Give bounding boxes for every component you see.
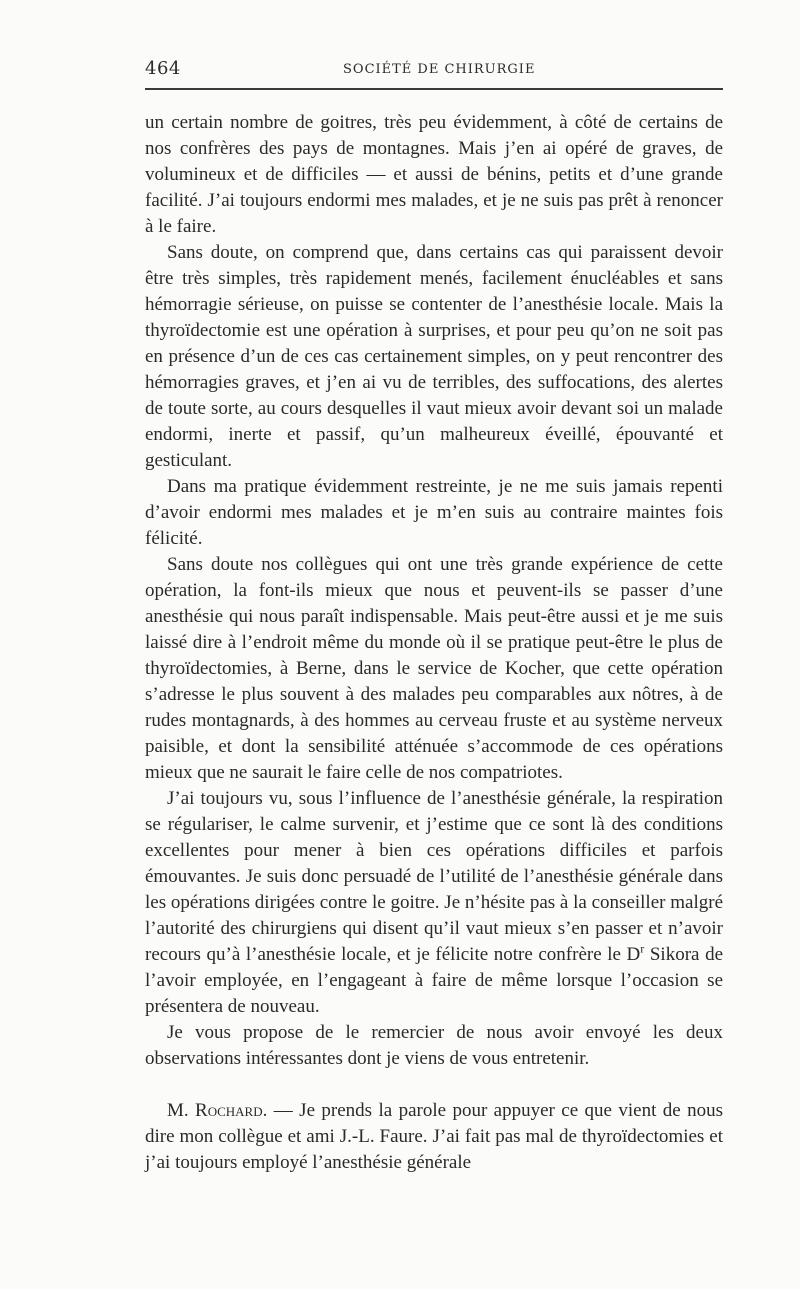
- rochard-paragraph: [145, 1098, 723, 1176]
- body-text: [145, 110, 723, 1176]
- page-number: 464: [145, 58, 181, 79]
- paragraph-1: un certain nombre de goitres, très peu évidemment, à côté de certains de nos confrères des pays de montagnes. Mais j’en ai opéré de graves, de volumineux et de difficiles — et aussi de bénins, petits et d’une grande facilité. J’ai toujours endormi mes malades, et je ne suis pas prêt à renoncer à le faire.: [145, 112, 723, 237]
- paragraph-2: Sans doute, on comprend que, dans certains cas qui paraissent devoir être très simples, très rapidement menés, facilement énucléables et sans hémorragie sérieuse, on puisse se contenter de l’anesthésie locale. Mais la thyroïdectomie est une opération à surprises, et pour peu qu’on ne soit pas en présence d’un de ces cas certainement simples, on y peut rencontrer des hémorragies graves, et j’en ai vu de terribles, des suffocations, des alertes de toute sorte, au cours desquelles il vaut mieux avoir devant soi un malade endormi, inerte et passif, qu’un malheureux éveillé, épouvanté et gesticulant.: [145, 242, 723, 471]
- paragraph-5: [145, 786, 723, 1020]
- paragraph-6: Je vous propose de le remercier de nous avoir envoyé les deux observations intéressantes dont je viens de vous entretenir.: [145, 1022, 723, 1069]
- paragraph-3: Dans ma pratique évidemment restreinte, je ne me suis jamais repenti d’avoir endormi mes malades et je m’en suis au contraire maintes fois félicité.: [145, 476, 723, 549]
- rochard-text: — Je prends la parole pour appuyer ce que vient de nous dire mon collègue et ami J.-L. Faure. J’ai fait pas mal de thyroïdectomies et j’ai toujours employé l’anesthésie générale: [145, 1100, 723, 1173]
- page-header: [145, 52, 723, 90]
- paragraph-5-text: J’ai toujours vu, sous l’influence de l’anesthésie générale, la respiration se régulariser, le calme survenir, et j’estime que ce sont là des conditions excellentes pour mener à bien ces opérations difficiles et parfois émouvantes. Je suis donc persuadé de l’utilité de l’anesthésie générale dans les opérations dirigées contre le goitre. Je n’hésite pas à la conseiller malgré l’autorité des chirurgiens qui disent qu’il vaut mieux s’en passer et n’avoir recours qu’à l’anesthésie locale, et je félicite notre confrère le D: [145, 788, 723, 965]
- doctor-abbrev-sup: r: [640, 941, 645, 956]
- paragraph-5-tail: Sikora de l’avoir employée, en l’engageant à faire de même lorsque l’occasion se présentera de nouveau.: [145, 944, 723, 1017]
- running-title: SOCIÉTÉ DE CHIRURGIE: [343, 62, 536, 77]
- speaker-name: M. Rochard.: [167, 1100, 268, 1121]
- paragraph-4: Sans doute nos collègues qui ont une très grande expérience de cette opération, la font-ils mieux que nous et peuvent-ils se passer d’une anesthésie qui nous paraît indispensable. Mais peut-être aussi et je me suis laissé dire à l’endroit même du monde où il se pratique peut-être le plus de thyroïdectomies, à Berne, dans le service de Kocher, que cette opération s’adresse le plus souvent à des malades peu comparables aux nôtres, à de rudes montagnards, à des hommes au cerveau fruste et au système nerveux paisible, et dont la sensibilité atténuée s’accommode de ces opérations mieux que ne saurait le faire celle de nos compatriotes.: [145, 554, 723, 783]
